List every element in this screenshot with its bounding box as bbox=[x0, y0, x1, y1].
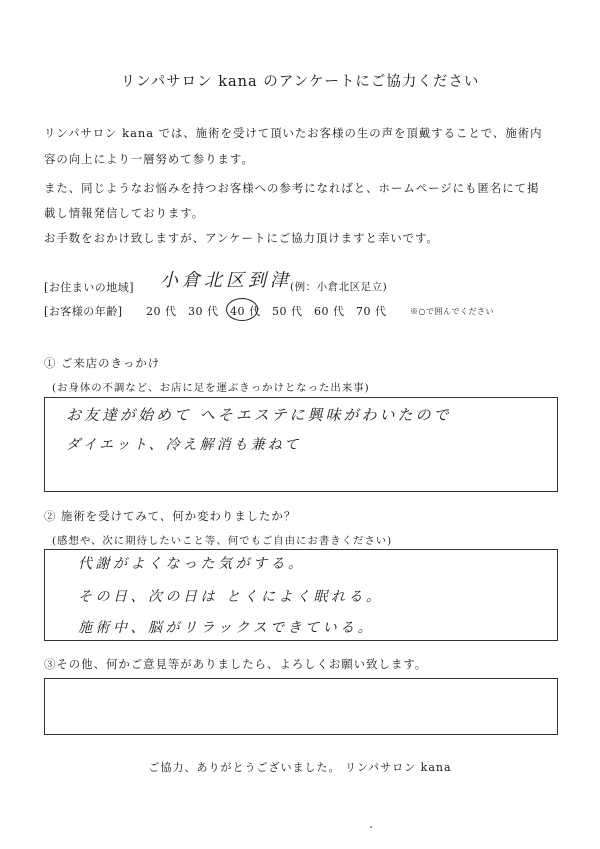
age-options bbox=[146, 303, 406, 319]
question-3-title: ③その他、何かご意見等がありましたら、よろしくお願い致します。 bbox=[44, 657, 428, 671]
question-1-answer-line-1: お友達が始めて へそエステに興味がわいたので bbox=[66, 406, 452, 424]
intro-line-2: 容の向上により一層努めて参ります。 bbox=[44, 152, 254, 166]
intro-line-1: リンパサロン kana では、施術を受けて頂いたお客様の生の声を頂戴することで、施術内 bbox=[44, 126, 543, 140]
age-note: ※○で囲んでください bbox=[410, 307, 494, 316]
intro-line-4: 載し情報発信しております。 bbox=[44, 206, 205, 220]
age-option-20: 20 代 bbox=[146, 305, 177, 318]
age-option-70: 70 代 bbox=[356, 305, 387, 318]
age-option-50: 50 代 bbox=[272, 305, 303, 318]
footer-thanks: ご協力、ありがとうございました。 リンパサロン kana bbox=[148, 761, 452, 774]
age-option-30: 30 代 bbox=[188, 305, 219, 318]
intro-line-5: お手数をおかけ致しますが、アンケートにご協力頂けますと幸いです。 bbox=[44, 231, 439, 245]
question-2-subtitle: (感想や、次に期待したいこと等、何でもご自由にお書きください) bbox=[52, 535, 393, 547]
age-option-60: 60 代 bbox=[314, 305, 345, 318]
question-2-answer-line-2: その日、次の日は とくによく眠れる。 bbox=[78, 589, 384, 605]
stray-mark bbox=[370, 826, 372, 828]
question-1-subtitle: (お身体の不調など、お店に足を運ぶきっかけとなった出来事) bbox=[52, 382, 370, 394]
area-value: 小倉北区到津 bbox=[160, 270, 292, 291]
age-option-40: 40 代 bbox=[230, 305, 261, 318]
question-2-answer-line-3: 施術中、脳がリラックスできている。 bbox=[78, 620, 376, 636]
intro-line-3: また、同じようなお悩みを持つお客様への参考になればと、ホームページにも匿名にて掲 bbox=[44, 181, 540, 195]
question-3-answer-box bbox=[44, 678, 558, 735]
page-title: リンパサロン kana のアンケートにご協力ください bbox=[120, 74, 480, 90]
selected-age-circle bbox=[226, 298, 258, 321]
question-2-answer-line-1: 代謝がよくなった気がする。 bbox=[78, 556, 306, 572]
area-label: [お住まいの地域] bbox=[44, 281, 135, 294]
question-2-title: ② 施術を受けてみて、何か変わりましたか？ bbox=[44, 509, 297, 523]
area-example: (例：小倉北区足立) bbox=[290, 281, 388, 293]
question-1-title: ① ご来店のきっかけ bbox=[44, 356, 161, 370]
question-1-answer-line-2: ダイエット、冷え解消も兼ねて bbox=[66, 437, 302, 453]
age-label: [お客様の年齢] bbox=[44, 305, 123, 318]
